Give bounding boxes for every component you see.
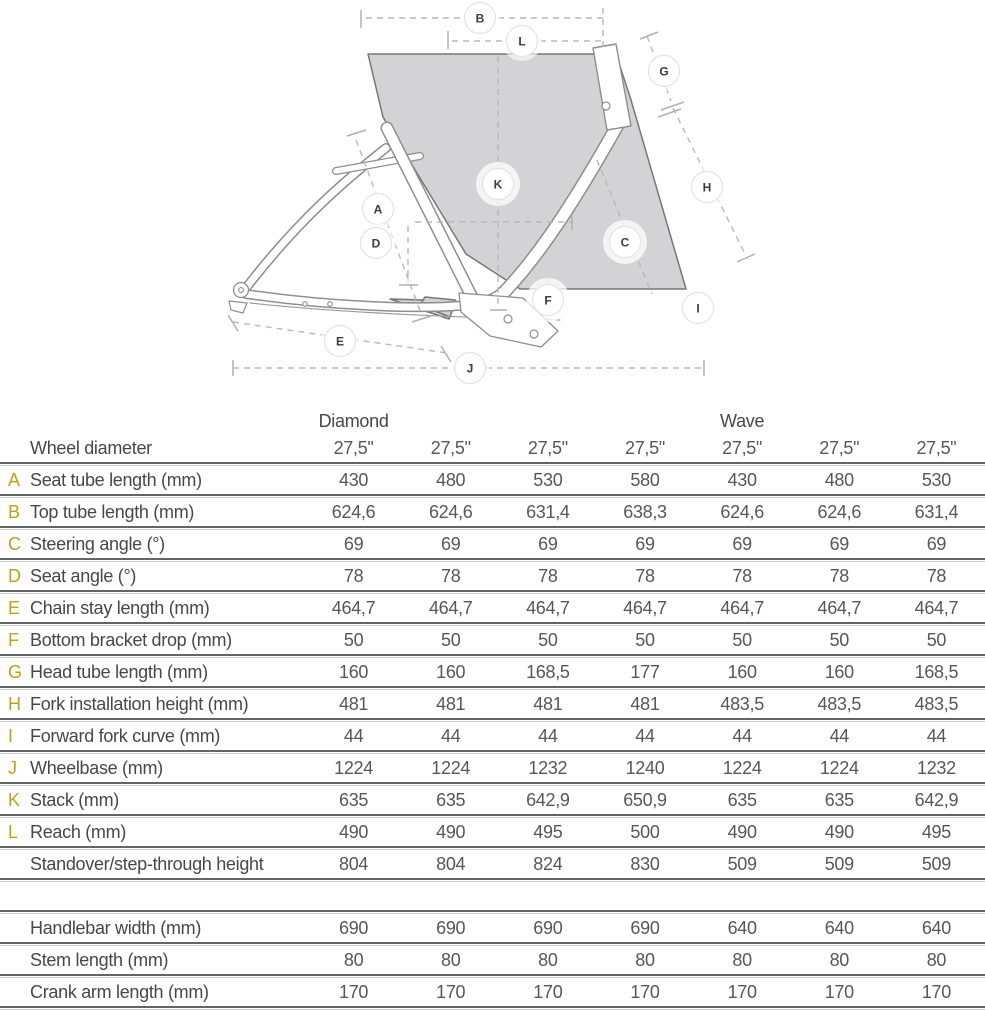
cell-value: 464,7	[817, 597, 862, 618]
table-row	[0, 466, 985, 494]
row-label-text: Top tube length (mm)	[30, 501, 195, 522]
cell-value: 483,5	[720, 693, 764, 714]
geometry-table	[0, 400, 985, 1010]
cell-value: 78	[635, 565, 655, 586]
cell-value: 27,5"	[527, 437, 568, 458]
marker-letter: E	[335, 334, 345, 349]
marker-letter: B	[475, 11, 485, 26]
cell-value: 44	[343, 725, 364, 746]
cell-value: 1232	[528, 757, 568, 778]
cell-value: 78	[343, 565, 364, 586]
marker-letter: A	[373, 202, 383, 217]
row-label-text: Wheelbase (mm)	[30, 757, 163, 778]
cell-value: 80	[829, 949, 849, 970]
frame-geometry-diagram	[0, 0, 985, 400]
table-row	[0, 530, 985, 558]
row-label	[0, 630, 305, 651]
row-label-text: Reach (mm)	[30, 821, 127, 842]
row-letter: A	[8, 469, 20, 490]
cell-value: 1224	[334, 757, 373, 778]
cell-value: 640	[727, 917, 757, 938]
cell-value: 464,7	[428, 597, 473, 618]
row-letter: E	[8, 597, 20, 618]
row-label	[0, 790, 305, 811]
row-label	[0, 950, 305, 971]
dimension-marker-D	[356, 223, 396, 263]
cell-value: 78	[829, 565, 849, 586]
cell-value: 27,5"	[333, 437, 374, 458]
cell-value: 50	[829, 629, 849, 650]
cell-value: 631,4	[914, 501, 959, 522]
cell-value: 1240	[625, 757, 665, 778]
row-letter: F	[8, 629, 19, 650]
dimension-marker-A	[358, 189, 398, 229]
cell-value: 640	[921, 917, 951, 938]
cell-value: 50	[441, 629, 461, 650]
cell-value: 430	[727, 469, 757, 490]
table-row	[0, 562, 985, 590]
cell-value: 495	[921, 821, 951, 842]
cell-value: 168,5	[914, 661, 959, 682]
cell-value: 69	[926, 533, 947, 554]
marker-letter: C	[620, 235, 630, 250]
cell-value: 78	[441, 565, 461, 586]
dimension-marker-J	[450, 348, 490, 388]
row-label-text: Bottom bracket drop (mm)	[30, 629, 232, 650]
row-label-text: Seat angle (°)	[30, 565, 137, 586]
cell-value: 69	[343, 533, 364, 554]
cell-value: 80	[441, 949, 461, 970]
row-label	[0, 726, 305, 747]
row-letter: D	[8, 565, 21, 586]
cell-value: 160	[339, 661, 369, 682]
cell-value: 464,7	[526, 597, 570, 618]
marker-letter: K	[493, 177, 503, 192]
cell-value: 44	[635, 725, 655, 746]
table-row	[0, 690, 985, 718]
dimension-marker-C	[603, 220, 647, 264]
table-row	[0, 722, 985, 750]
cell-value: 160	[436, 661, 466, 682]
cell-value: 44	[829, 725, 849, 746]
cell-value: 44	[538, 725, 558, 746]
row-label-text: Forward fork curve (mm)	[30, 725, 221, 746]
row-label-text: Stack (mm)	[30, 789, 119, 810]
row-label	[0, 534, 305, 555]
marker-letter: D	[371, 236, 381, 251]
row-label	[0, 470, 305, 491]
row-label	[0, 662, 305, 683]
cell-value: 690	[436, 917, 466, 938]
row-letter: C	[8, 533, 21, 554]
cell-value: 160	[727, 661, 757, 682]
cell-value: 50	[732, 629, 752, 650]
cell-value: 464,7	[331, 597, 376, 618]
cell-value: 168,5	[526, 661, 570, 682]
cell-value: 509	[824, 853, 854, 874]
cell-value: 642,9	[914, 789, 959, 810]
cell-value: 483,5	[914, 693, 959, 714]
cell-value: 483,5	[817, 693, 862, 714]
cell-value: 170	[824, 981, 854, 1002]
table-row	[0, 498, 985, 526]
cell-value: 1224	[431, 757, 471, 778]
dimension-marker-I	[678, 288, 718, 328]
row-label	[0, 598, 305, 619]
cell-value: 635	[436, 789, 466, 810]
column-group-diamond: Diamond	[318, 411, 389, 431]
cell-value: 80	[343, 949, 364, 970]
cell-value: 27,5"	[430, 437, 471, 458]
cell-value: 830	[630, 853, 660, 874]
cell-value: 170	[339, 981, 369, 1002]
cell-value: 624,6	[428, 501, 473, 522]
cell-value: 80	[732, 949, 752, 970]
cell-value: 170	[533, 981, 563, 1002]
cell-value: 690	[339, 917, 369, 938]
dimension-marker-K	[476, 162, 520, 206]
cell-value: 78	[732, 565, 752, 586]
cell-value: 69	[732, 533, 752, 554]
table-row	[0, 434, 985, 462]
cell-value: 170	[436, 981, 466, 1002]
cell-value: 580	[630, 469, 660, 490]
row-label-text: Steering angle (°)	[30, 533, 165, 554]
cell-value: 530	[921, 469, 951, 490]
row-letter: L	[8, 821, 18, 842]
cell-value: 50	[343, 629, 364, 650]
table-row	[0, 946, 985, 974]
cell-value: 624,6	[720, 501, 764, 522]
row-label	[0, 438, 305, 459]
row-label	[0, 758, 305, 779]
cell-value: 80	[926, 949, 947, 970]
cell-value: 509	[921, 853, 951, 874]
cell-value: 635	[727, 789, 757, 810]
cell-value: 44	[732, 725, 752, 746]
cell-value: 481	[630, 693, 660, 714]
row-label-text: Standover/step-through height	[30, 853, 264, 874]
cell-value: 638,3	[623, 501, 667, 522]
cell-value: 635	[339, 789, 369, 810]
cell-value: 80	[635, 949, 655, 970]
row-letter: B	[8, 501, 20, 522]
cell-value: 69	[635, 533, 655, 554]
cell-value: 650,9	[623, 789, 667, 810]
cell-value: 640	[824, 917, 854, 938]
row-letter: K	[8, 789, 20, 810]
dimension-marker-B	[460, 0, 500, 38]
cell-value: 1232	[917, 757, 956, 778]
cell-value: 804	[339, 853, 369, 874]
cell-value: 635	[824, 789, 854, 810]
row-label-text: Handlebar width (mm)	[30, 917, 202, 938]
row-label-text: Stem length (mm)	[30, 949, 169, 970]
cell-value: 481	[339, 693, 369, 714]
cell-value: 78	[926, 565, 947, 586]
cell-value: 530	[533, 469, 563, 490]
cell-value: 824	[533, 853, 563, 874]
dimension-marker-F	[526, 278, 570, 322]
cell-value: 624,6	[331, 501, 376, 522]
table-row	[0, 850, 985, 878]
cell-value: 80	[538, 949, 558, 970]
cell-value: 27,5"	[722, 437, 763, 458]
cell-value: 495	[533, 821, 563, 842]
cell-value: 481	[533, 693, 563, 714]
row-label-text: Seat tube length (mm)	[30, 469, 202, 490]
table-row	[0, 818, 985, 846]
cell-value: 480	[436, 469, 466, 490]
row-letter: G	[8, 661, 22, 682]
cell-value: 1224	[819, 757, 859, 778]
cell-value: 1224	[722, 757, 762, 778]
row-letter: J	[8, 757, 17, 778]
cell-value: 500	[630, 821, 660, 842]
cell-value: 27,5"	[625, 437, 665, 458]
cell-value: 690	[630, 917, 660, 938]
row-label-text: Head tube length (mm)	[30, 661, 208, 682]
cell-value: 27,5"	[916, 437, 957, 458]
dimension-marker-G	[644, 51, 684, 91]
column-group-row	[0, 400, 985, 434]
cell-value: 50	[926, 629, 947, 650]
table-row	[0, 658, 985, 686]
cell-value: 50	[538, 629, 558, 650]
row-letter: H	[8, 693, 21, 714]
cell-value: 69	[829, 533, 849, 554]
cell-value: 170	[630, 981, 660, 1002]
cell-value: 170	[921, 981, 951, 1002]
marker-letter: L	[518, 34, 526, 49]
row-separator	[0, 1006, 985, 1010]
row-letter: I	[8, 725, 13, 746]
cell-value: 69	[538, 533, 558, 554]
table-row	[0, 914, 985, 942]
cell-value: 50	[635, 629, 655, 650]
cell-value: 464,7	[914, 597, 959, 618]
row-label	[0, 822, 305, 843]
cell-value: 44	[926, 725, 947, 746]
row-label	[0, 982, 305, 1003]
row-label	[0, 694, 305, 715]
cell-value: 804	[436, 853, 466, 874]
marker-letter: I	[696, 301, 700, 316]
row-label-text: Chain stay length (mm)	[30, 597, 210, 618]
cell-value: 690	[533, 917, 563, 938]
table-row	[0, 978, 985, 1006]
row-label-text: Fork installation height (mm)	[30, 693, 249, 714]
cell-value: 490	[339, 821, 369, 842]
cell-value: 78	[538, 565, 558, 586]
cell-value: 481	[436, 693, 466, 714]
table-row	[0, 594, 985, 622]
cell-value: 624,6	[817, 501, 862, 522]
row-label-text: Wheel diameter	[30, 437, 152, 458]
row-label	[0, 854, 305, 875]
cell-value: 464,7	[623, 597, 667, 618]
dimension-marker-L	[502, 21, 542, 61]
table-row	[0, 786, 985, 814]
row-label	[0, 566, 305, 587]
cell-value: 177	[630, 661, 660, 682]
dimension-marker-H	[687, 167, 727, 207]
marker-letter: G	[659, 64, 669, 79]
cell-value: 170	[727, 981, 757, 1002]
cell-value: 160	[824, 661, 854, 682]
cell-value: 44	[441, 725, 461, 746]
geometry-table-rows	[0, 434, 985, 1010]
cell-value: 490	[436, 821, 466, 842]
cell-value: 69	[441, 533, 461, 554]
row-label	[0, 502, 305, 523]
marker-letter: J	[466, 361, 474, 376]
column-group-wave: Wave	[720, 411, 765, 431]
marker-letter: H	[702, 180, 712, 195]
table-spacer-row	[0, 882, 985, 910]
row-label	[0, 918, 305, 939]
cell-value: 27,5"	[819, 437, 860, 458]
dimension-marker-E	[320, 321, 360, 361]
cell-value: 490	[727, 821, 757, 842]
cell-value: 430	[339, 469, 369, 490]
table-row	[0, 626, 985, 654]
cell-value: 631,4	[526, 501, 570, 522]
table-row	[0, 754, 985, 782]
cell-value: 642,9	[526, 789, 570, 810]
cell-value: 509	[727, 853, 757, 874]
cell-value: 480	[824, 469, 854, 490]
marker-letter: F	[544, 293, 552, 308]
cell-value: 464,7	[720, 597, 764, 618]
cell-value: 490	[824, 821, 854, 842]
row-label-text: Crank arm length (mm)	[30, 981, 209, 1002]
